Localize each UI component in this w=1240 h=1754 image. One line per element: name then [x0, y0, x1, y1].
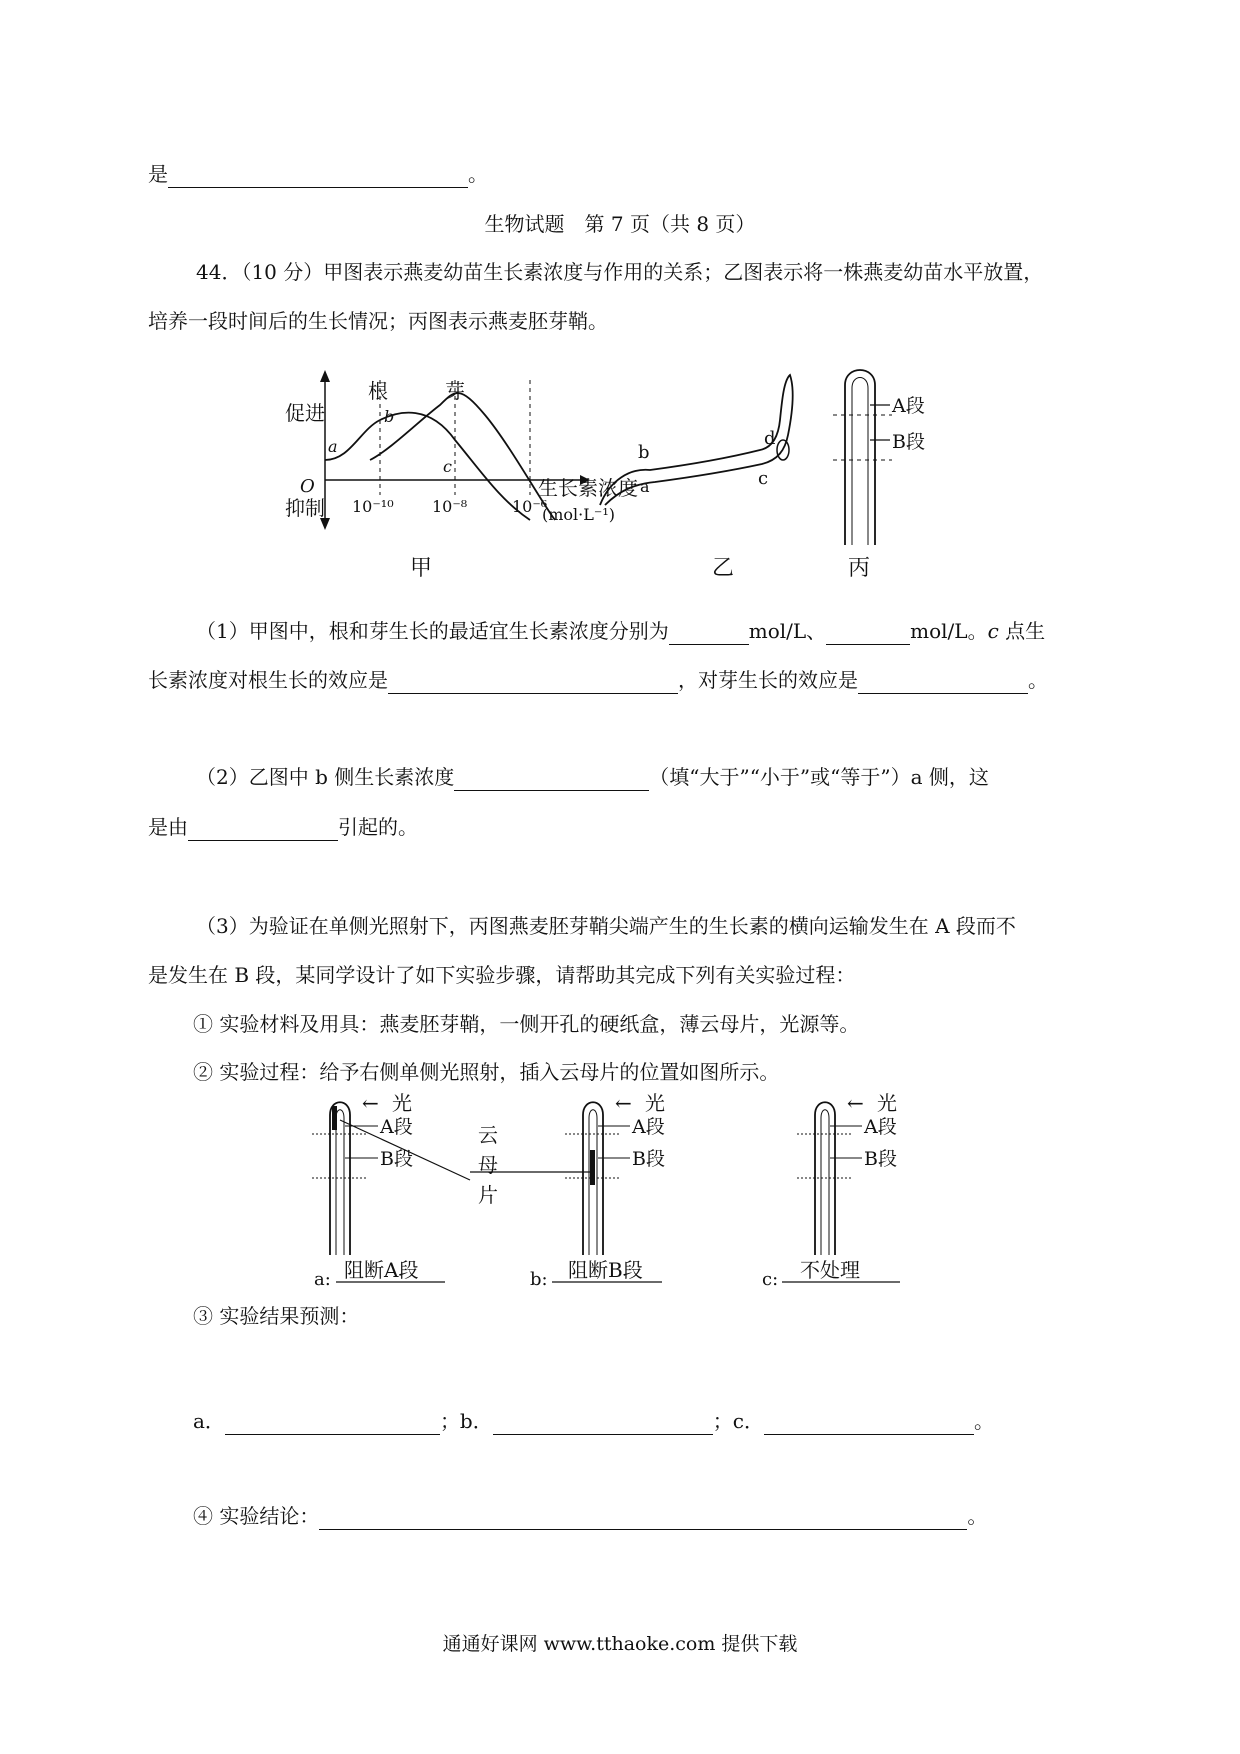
- label-bud: 芽: [445, 379, 465, 403]
- part1-text-g: ，对芽生长的效应是: [678, 668, 858, 692]
- part2-text-a: （2）乙图中 b 侧生长素浓度: [196, 765, 455, 789]
- part3-line1: （3）为验证在单侧光照射下，丙图燕麦胚芽鞘尖端产生的生长素的横向运输发生在 A 段而不: [196, 914, 1016, 938]
- mica-sheet-b: [590, 1150, 595, 1185]
- blank-root-conc[interactable]: [669, 622, 749, 645]
- point-c: c: [443, 457, 452, 476]
- top-line-suffix: 。: [468, 162, 488, 186]
- part2-text-d: 引起的。: [338, 815, 418, 839]
- answer-blank[interactable]: [168, 165, 468, 188]
- tick-2: 10⁻⁸: [432, 497, 468, 516]
- tube-a-prefix: a:: [314, 1269, 331, 1290]
- x-axis-unit: (mol·L⁻¹): [542, 505, 615, 524]
- caption-bing: 丙: [848, 556, 871, 581]
- yi-label-d: d: [764, 428, 776, 449]
- tube-a-arrow: ←: [362, 1091, 379, 1115]
- tube-b-seg-a: A段: [632, 1116, 665, 1138]
- coleoptile-outline: [845, 370, 875, 545]
- tick-1: 10⁻¹⁰: [352, 497, 394, 516]
- figure-jia: [285, 370, 638, 581]
- point-a: a: [328, 437, 338, 456]
- point-b: b: [384, 407, 395, 426]
- coleoptile-inner: [852, 378, 868, 546]
- blank-bud-conc[interactable]: [826, 622, 910, 645]
- mica-char-2: 母: [478, 1153, 498, 1177]
- y-label-inhibit: 抑制: [285, 496, 325, 520]
- part2-line1: [196, 763, 989, 791]
- y-axis-up-arrow: [320, 370, 330, 382]
- part2-text-c: 是由: [148, 815, 188, 839]
- blank-root-effect[interactable]: [388, 671, 678, 694]
- tube-b-label: 阻断B段: [568, 1258, 643, 1282]
- blank-result-b[interactable]: [493, 1412, 713, 1435]
- blank-conclusion[interactable]: [319, 1507, 967, 1530]
- tick-3: 10⁻⁶: [512, 497, 548, 516]
- tube-b: [530, 1091, 665, 1290]
- step-1: ① 实验材料及用具：燕麦胚芽鞘，一侧开孔的硬纸盒，薄云母片，光源等。: [193, 1012, 860, 1036]
- result-b-prefix: ；b．: [439, 1409, 493, 1433]
- tube-a-seg-a: A段: [380, 1116, 413, 1138]
- tube-b-light: 光: [645, 1091, 665, 1115]
- part1-text-b: mol/L、: [748, 619, 827, 643]
- experiment-figure: [300, 1090, 960, 1290]
- results-line: [193, 1407, 994, 1435]
- figure-bing: [833, 370, 925, 581]
- top-answer-line: [148, 160, 488, 188]
- question-intro-line-1: 44．（10 分）甲图表示燕麦幼苗生长素浓度与作用的关系；乙图表示将一株燕麦幼苗水平放置，: [196, 260, 1044, 284]
- page-header: 生物试题 第 7 页（共 8 页）: [484, 212, 756, 236]
- tube-a-label: 阻断A段: [344, 1258, 419, 1282]
- yi-label-b: b: [638, 442, 650, 463]
- blank-cause[interactable]: [188, 818, 338, 841]
- part1-text-e: 点生: [998, 619, 1046, 643]
- yi-label-a: a: [640, 477, 650, 496]
- yi-label-c: c: [758, 468, 769, 489]
- tube-c-prefix: c:: [762, 1269, 779, 1290]
- tube-b-seg-b: B段: [632, 1148, 665, 1170]
- page-footer: 通通好课网 www.tthaoke.com 提供下载: [442, 1633, 798, 1655]
- part1-text-a: （1）甲图中，根和芽生长的最适宜生长素浓度分别为: [196, 619, 669, 643]
- caption-yi: 乙: [712, 556, 735, 581]
- tube-c-light: 光: [877, 1091, 897, 1115]
- step-2: ② 实验过程：给予右侧单侧光照射，插入云母片的位置如图所示。: [193, 1060, 780, 1084]
- blank-result-c[interactable]: [764, 1412, 974, 1435]
- part1-text-f: 长素浓度对根生长的效应是: [148, 668, 388, 692]
- step-4-label: ④ 实验结论：: [193, 1504, 320, 1528]
- part1-text-h: 。: [1028, 668, 1048, 692]
- step-3: ③ 实验结果预测：: [193, 1304, 360, 1328]
- tube-c-seg-a: A段: [864, 1116, 897, 1138]
- caption-jia: 甲: [410, 556, 433, 581]
- part2-text-b: （填“大于”“小于”或“等于”）a 侧，这: [649, 765, 989, 789]
- tube-c-seg-b: B段: [864, 1148, 897, 1170]
- label-root: 根: [368, 379, 388, 403]
- tube-a-light: 光: [392, 1091, 412, 1115]
- tube-c: [762, 1091, 900, 1290]
- tube-c-label: 不处理: [800, 1258, 860, 1282]
- blank-bud-effect[interactable]: [858, 671, 1028, 694]
- top-line-prefix: 是: [148, 162, 168, 186]
- result-c-prefix: ；c．: [712, 1409, 764, 1433]
- part1-text-c: mol/L。: [910, 619, 988, 643]
- mica-char-1: 云: [478, 1123, 498, 1147]
- tube-b-prefix: b:: [530, 1269, 548, 1290]
- blank-result-a[interactable]: [225, 1412, 440, 1435]
- part1-line1: [196, 617, 1045, 645]
- result-a-prefix: a．: [193, 1409, 225, 1433]
- question-intro-line-2: 培养一段时间后的生长情况；丙图表示燕麦胚芽鞘。: [148, 309, 608, 333]
- part3-line2: 是发生在 B 段，某同学设计了如下实验步骤，请帮助其完成下列有关实验过程：: [148, 963, 856, 987]
- result-end: 。: [973, 1409, 994, 1433]
- figure-jia-yi-bing: [280, 360, 980, 590]
- mica-char-3: 片: [478, 1183, 498, 1207]
- tube-a: [312, 1091, 445, 1290]
- bing-seg-b: B段: [892, 431, 925, 453]
- part1-point-c: c: [987, 619, 999, 643]
- mica-sheet-a: [332, 1106, 337, 1130]
- tube-b-arrow: ←: [615, 1091, 632, 1115]
- origin-label: O: [300, 476, 315, 497]
- blank-compare[interactable]: [454, 768, 649, 791]
- part2-line2: [148, 813, 418, 841]
- step-4-end: 。: [967, 1504, 988, 1528]
- part1-line2: [148, 666, 1048, 694]
- step-4: [193, 1502, 987, 1530]
- tube-a-seg-b: B段: [380, 1148, 413, 1170]
- tube-c-arrow: ←: [847, 1091, 864, 1115]
- y-label-promote: 促进: [285, 401, 325, 425]
- x-axis-label: 生长素浓度: [538, 476, 638, 500]
- bing-seg-a: A段: [892, 395, 925, 417]
